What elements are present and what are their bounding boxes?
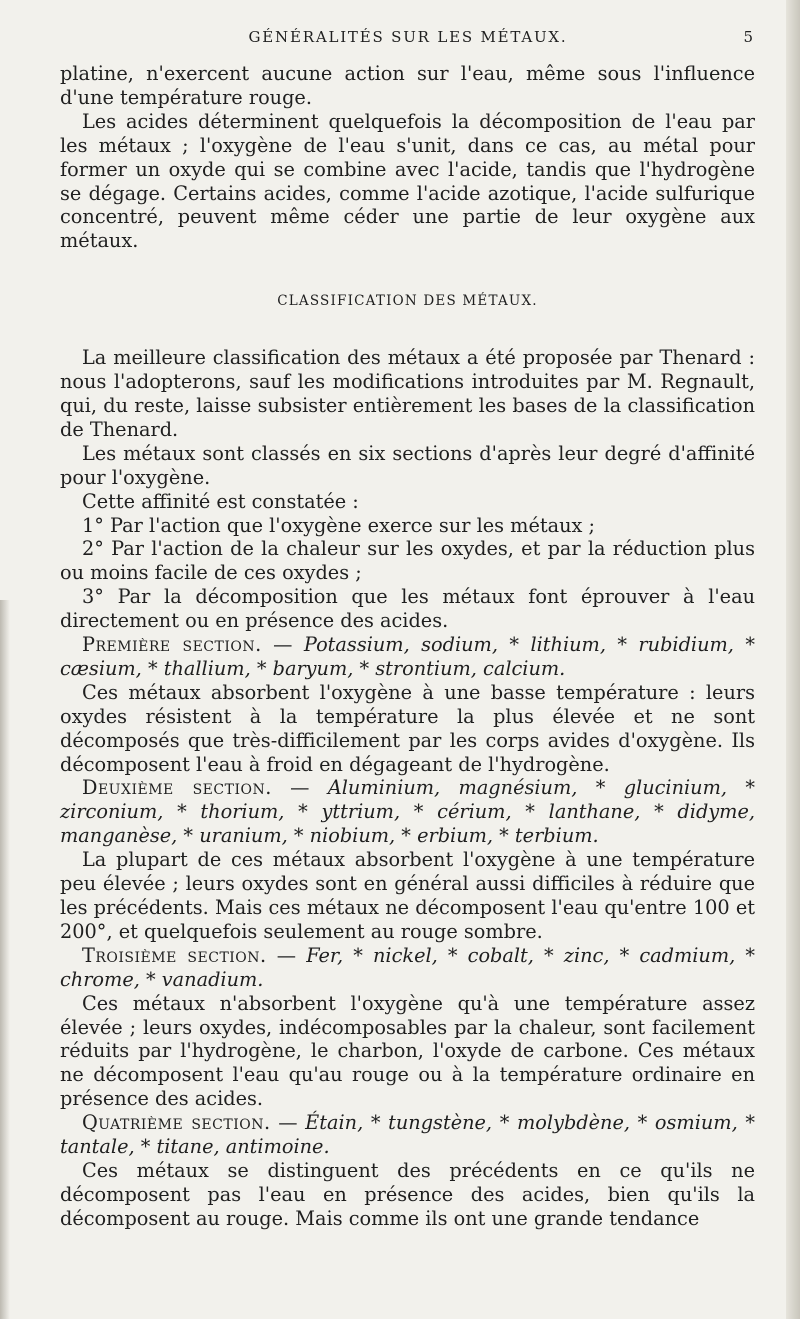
paragraph-six-sections: Les métaux sont classés en six sections d'après leur degré d'affinité pour l'oxygène. — [60, 441, 755, 489]
separator: — — [271, 776, 328, 800]
first-section-label: Première section. — [82, 633, 262, 657]
paragraph-affinity: Cette affinité est constatée : — [82, 489, 359, 513]
list-item-2: 2° Par l'action de la chaleur sur les oxydes, et par la réduction plus ou moins facile de ces oxydes ; — [60, 537, 755, 585]
list-item-3: 3° Par la décomposition que les métaux font éprouver à l'eau directement ou en présence des acides. — [60, 585, 755, 633]
separator: — — [261, 633, 304, 657]
fourth-section-entry — [60, 1111, 755, 1159]
separator: — — [266, 943, 307, 967]
paragraph-acids: Les acides déterminent quelquefois la décomposition de l'eau par les métaux ; l'oxygène de l'eau s'unit, dans ce cas, au métal pour former un oxyde qui se combine avec l'acide, tandis que l'hydrogène se dégage. Certains acides, comme l'acide azotique, l'acide sulfurique concentré, peuvent même céder une partie de leur oxygène aux métaux. — [60, 109, 755, 253]
third-section-label: Troisième section. — [82, 943, 267, 967]
third-section-entry — [60, 944, 755, 992]
first-section-entry — [60, 633, 755, 681]
second-section-label: Deuxième section. — [82, 776, 272, 800]
third-section-metals: Fer, * nickel, * cobalt, * zinc, * cadmium, * chrome, * vanadium. — [60, 943, 755, 991]
running-title: GÉNÉRALITÉS SUR LES MÉTAUX. — [248, 28, 568, 46]
paragraph-third-section: Ces métaux n'absorbent l'oxygène qu'à une température assez élevée ; leurs oxydes, indécomposables par la chaleur, sont facilement réduits par l'hydrogène, le charbon, l'oxyde de carbone. Ces métaux ne décomposent l'eau qu'au rouge ou à la température ordinaire en présence des acides. — [60, 991, 755, 1111]
separator: — — [270, 1111, 306, 1135]
page-body — [60, 62, 755, 1231]
paragraph-fourth-section: Ces métaux se distinguent des précédents en ce qu'ils ne décomposent pas l'eau en présence des acides, bien qu'ils la décomposent au rouge. Mais comme ils ont une grande tendance — [60, 1158, 755, 1230]
second-section-entry — [60, 776, 755, 848]
page-edge-right — [786, 0, 800, 1319]
page-edge-left — [0, 600, 10, 1319]
page-number: 5 — [743, 28, 753, 46]
paragraph-continuation: platine, n'exercent aucune action sur l'eau, même sous l'influence d'une température rouge. — [60, 62, 755, 109]
section-heading: CLASSIFICATION DES MÉTAUX. — [277, 293, 538, 310]
list-item-1: 1° Par l'action que l'oxygène exerce sur les métaux ; — [82, 513, 596, 537]
fourth-section-label: Quatrième section. — [82, 1111, 271, 1135]
second-section-metals: Aluminium, magnésium, * glucinium, * zirconium, * thorium, * yttrium, * cérium, * lanthane, * didyme, manganèse, * uranium, * niobium, * erbium, * terbium. — [60, 776, 755, 848]
fourth-section-metals: Étain, * tungstène, * molybdène, * osmium, * tantale, * titane, antimoine. — [60, 1111, 755, 1159]
paragraph-second-section: La plupart de ces métaux absorbent l'oxygène à une température peu élevée ; leurs oxydes sont en général aussi difficiles à réduire que les précédents. Mais ces métaux ne décomposent l'eau qu'entre 100 et 200°, et quelquefois seulement au rouge sombre. — [60, 848, 755, 943]
paragraph-first-section: Ces métaux absorbent l'oxygène à une basse température : leurs oxydes résistent à la température la plus élevée et ne sont décomposés que très-difficilement par les corps avides d'oxygène. Ils décomposent l'eau à froid en dégageant de l'hydrogène. — [60, 680, 755, 776]
first-section-metals: Potassium, sodium, * lithium, * rubidium, * cæsium, * thallium, * baryum, * strontium, calcium. — [60, 633, 755, 680]
paragraph-classification: La meilleure classification des métaux a été proposée par Thenard : nous l'adopterons, sauf les modifications introduites par M. Regnault, qui, du reste, laisse subsister entièrement les bases de la classification de Thenard. — [60, 346, 755, 441]
page-header — [63, 18, 753, 52]
